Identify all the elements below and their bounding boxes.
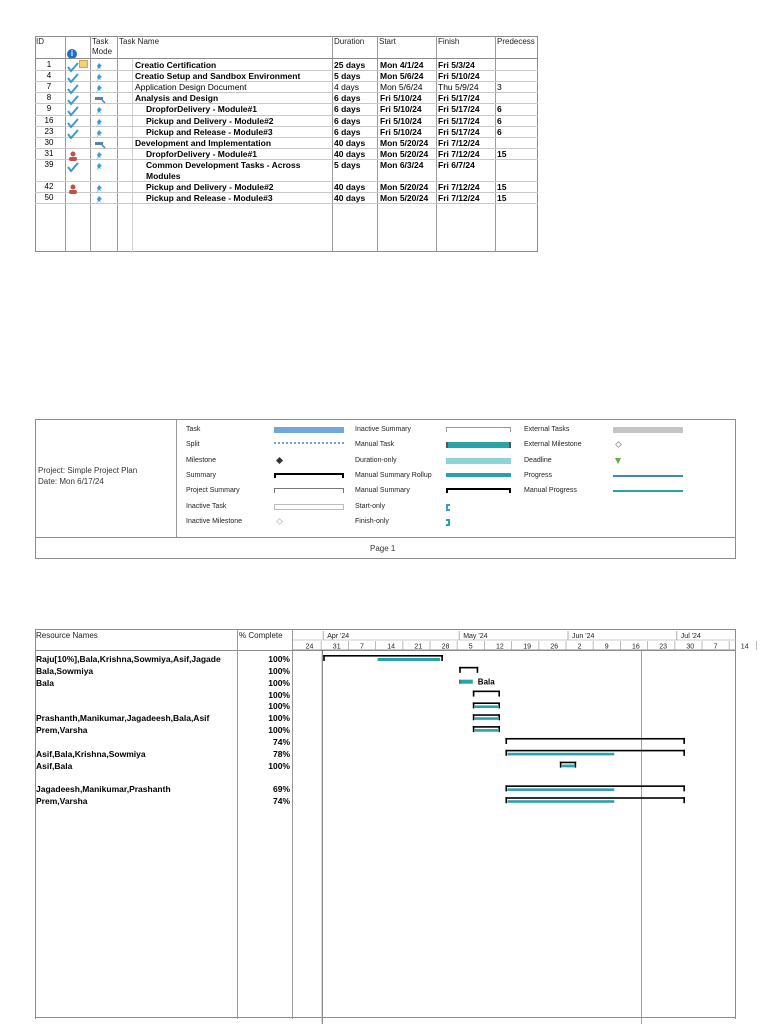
timescale-week-label: 14 xyxy=(387,643,395,651)
task-name xyxy=(135,82,247,92)
task-start: Mon 5/20/24 xyxy=(380,148,429,159)
legend-swatch xyxy=(446,488,511,493)
task-duration: 6 days xyxy=(334,115,361,126)
legend-swatch xyxy=(274,488,344,493)
legend-label: Milestone xyxy=(186,456,216,464)
resource-names: Jagadeesh,Manikumar,Prashanth xyxy=(36,784,171,795)
summary-bar xyxy=(323,655,443,657)
project-name: Project: Simple Project Plan xyxy=(38,466,138,475)
complete-check-icon xyxy=(67,103,79,113)
legend-swatch xyxy=(613,475,683,477)
resource-names: Prem,Varsha xyxy=(36,725,88,736)
gantt-bar-group xyxy=(473,726,500,732)
legend-swatch xyxy=(446,458,511,464)
summary-bar xyxy=(505,738,685,740)
task-name-text: Analysis and Design xyxy=(135,93,219,104)
legend-label: Project Summary xyxy=(186,487,240,495)
legend-label: Summary xyxy=(186,471,216,479)
percent-complete: 100% xyxy=(268,760,290,771)
legend-swatch xyxy=(274,473,344,478)
task-id: 16 xyxy=(44,115,54,125)
task-name xyxy=(135,60,216,70)
task-start: Mon 5/6/24 xyxy=(380,82,423,93)
legend-label: Manual Task xyxy=(355,441,395,449)
manual-summary-start-cap xyxy=(473,702,475,708)
timescale-week-label: 7 xyxy=(360,643,364,651)
manual-mode-pin-icon xyxy=(94,59,104,69)
task-name xyxy=(146,127,273,137)
legend-swatch xyxy=(446,504,450,511)
task-name xyxy=(135,138,271,148)
header-duration: Duration xyxy=(334,37,365,46)
manual-mode-pin-icon xyxy=(94,103,104,113)
task-start: Mon 5/20/24 xyxy=(380,193,429,204)
legend-label: Inactive Task xyxy=(186,502,227,510)
task-duration: 6 days xyxy=(334,104,361,115)
gantt-bar-group xyxy=(459,667,478,673)
task-name xyxy=(146,193,273,203)
task-duration: 25 days xyxy=(334,60,366,70)
manual-summary-bar xyxy=(473,714,500,716)
manual-summary-start-cap xyxy=(473,691,475,697)
resource-names: Bala xyxy=(36,677,54,688)
manual-mode-pin-icon xyxy=(94,159,104,169)
manual-mode-pin-icon xyxy=(94,148,104,158)
resource-row[interactable] xyxy=(35,772,292,784)
gantt-bar-group xyxy=(473,714,500,720)
task-predecessors: 15 xyxy=(497,182,507,193)
task-start: Fri 5/10/24 xyxy=(380,93,422,104)
timescale-month-label: Jul '24 xyxy=(680,633,701,640)
note-icon xyxy=(79,60,88,68)
manual-mode-pin-icon xyxy=(94,126,104,136)
resource-names: Prem,Varsha xyxy=(36,796,88,807)
summary-bar-end-cap xyxy=(441,655,443,661)
manual-summary-rollup xyxy=(507,753,614,756)
complete-check-icon xyxy=(67,115,79,125)
auto-scheduled-mode-icon xyxy=(94,92,104,102)
header-task-mode: Task Mode xyxy=(92,37,113,56)
legend-label: Start-only xyxy=(355,502,385,510)
resource-names: Bala,Sowmiya xyxy=(36,665,94,676)
legend-label: Progress xyxy=(524,471,553,479)
manual-summary-start-cap xyxy=(473,714,475,720)
percent-complete: 100% xyxy=(268,689,290,700)
task-start: Fri 5/10/24 xyxy=(380,104,422,115)
task-duration: 6 days xyxy=(334,93,361,104)
task-id: 7 xyxy=(46,82,52,92)
task-start: Mon 5/20/24 xyxy=(380,137,429,148)
legend-label: Inactive Summary xyxy=(355,426,412,433)
percent-complete: 69% xyxy=(272,784,290,795)
timescale-week-label: 14 xyxy=(740,643,749,651)
task-duration: 40 days xyxy=(334,193,366,204)
page-number: Page 1 xyxy=(370,544,396,553)
complete-check-icon xyxy=(67,92,79,102)
task-id: 1 xyxy=(46,60,52,69)
overallocated-resource-icon xyxy=(67,148,79,158)
timescale-week-label: 30 xyxy=(686,643,695,651)
task-id: 30 xyxy=(44,137,54,147)
task-name-text: DropforDelivery - Module#1 xyxy=(146,104,257,115)
bar-resource-label: Bala xyxy=(477,677,495,687)
legend-label: Deadline xyxy=(524,456,552,464)
percent-complete: 100% xyxy=(268,654,290,664)
legend-swatch xyxy=(446,519,450,526)
percent-complete: 74% xyxy=(272,796,290,807)
legend-label: Duration-only xyxy=(355,456,397,464)
percent-complete: 74% xyxy=(272,736,290,747)
timescale-week-label: 31 xyxy=(332,643,341,651)
timescale-week-label: 16 xyxy=(632,643,640,651)
legend-swatch xyxy=(613,427,683,433)
percent-complete: 78% xyxy=(272,748,290,759)
legend-swatch xyxy=(615,458,621,464)
task-finish: Thu 5/9/24 xyxy=(438,82,479,93)
task-id: 42 xyxy=(44,182,54,192)
legend-swatch xyxy=(446,442,511,448)
timescale-week-label: 24 xyxy=(305,643,314,651)
task-predecessors: 6 xyxy=(497,115,502,126)
gantt-bar-group xyxy=(473,691,500,697)
manual-summary-rollup xyxy=(475,717,499,720)
manual-summary-bar xyxy=(473,726,500,728)
legend-box-page-2 xyxy=(35,1017,736,1024)
info-icon: i xyxy=(67,49,77,59)
resource-names: Prashanth,Manikumar,Jagadeesh,Bala,Asif xyxy=(36,713,210,724)
task-finish: Fri 7/12/24 xyxy=(438,148,480,159)
task-start: Mon 5/6/24 xyxy=(380,71,424,82)
task-finish: Fri 5/17/24 xyxy=(438,104,480,115)
task-name xyxy=(146,104,257,114)
manual-mode-pin-icon xyxy=(94,115,104,125)
legend-swatch xyxy=(274,504,344,510)
header-finish: Finish xyxy=(438,37,460,46)
summary-bar-start-cap xyxy=(323,655,325,661)
legend-label: External Milestone xyxy=(524,441,582,449)
task-name xyxy=(135,71,300,81)
task-predecessors: 15 xyxy=(497,148,507,159)
legend-label: External Tasks xyxy=(524,426,570,433)
percent-complete: 100% xyxy=(268,713,290,724)
legend-label: Task xyxy=(186,426,201,433)
manual-summary-start-cap xyxy=(505,797,507,803)
timescale-week-label: 28 xyxy=(441,643,450,651)
task-finish: Fri 7/12/24 xyxy=(438,182,480,193)
task-finish: Fri 7/12/24 xyxy=(438,137,480,148)
task-id: 50 xyxy=(44,193,54,203)
legend-label: Split xyxy=(186,441,200,449)
manual-summary-bar xyxy=(459,667,478,669)
task-name-text: Development and Implementation xyxy=(135,137,272,148)
manual-task-cap xyxy=(459,680,460,684)
manual-summary-rollup-detail xyxy=(566,765,574,768)
complete-check-icon xyxy=(67,59,79,69)
gantt-bar-group xyxy=(505,738,685,744)
gantt-chart xyxy=(293,629,749,1024)
manual-summary-rollup xyxy=(475,705,499,708)
task-duration: 40 days xyxy=(334,182,366,193)
task-duration: 6 days xyxy=(334,126,361,137)
task-id: 31 xyxy=(44,148,54,158)
legend-label: Finish-only xyxy=(355,517,389,525)
legend-label: Manual Progress xyxy=(524,487,577,495)
manual-summary-rollup xyxy=(507,788,614,791)
percent-complete: 100% xyxy=(268,701,290,712)
task-id: 9 xyxy=(46,104,52,114)
manual-summary-end-cap xyxy=(477,667,479,673)
manual-summary-bar xyxy=(505,797,685,799)
task-name xyxy=(146,160,300,182)
timescale-week-label: 9 xyxy=(604,643,609,651)
summary-bar-end-cap xyxy=(683,738,685,744)
task-start: Mon 5/20/24 xyxy=(380,182,429,193)
header-resource-names: Resource Names xyxy=(36,631,98,640)
task-predecessors: 6 xyxy=(497,104,502,115)
manual-summary-end-cap xyxy=(683,797,685,803)
manual-summary-end-cap xyxy=(498,691,500,697)
task-finish: Fri 5/10/24 xyxy=(438,71,480,82)
summary-progress-fill xyxy=(378,658,441,661)
task-id: 4 xyxy=(46,71,52,81)
gantt-bar-group xyxy=(459,678,495,687)
legend-swatch xyxy=(613,490,683,492)
manual-summary-end-cap xyxy=(683,785,685,791)
manual-mode-pin-icon xyxy=(94,70,104,80)
percent-complete: 100% xyxy=(268,677,290,688)
complete-check-icon xyxy=(67,70,79,80)
manual-summary-rollup xyxy=(507,800,614,803)
timescale-month-label: Apr '24 xyxy=(327,633,350,640)
complete-check-icon xyxy=(67,126,79,136)
task-finish: Fri 7/12/24 xyxy=(438,193,480,204)
timescale-week-label: 19 xyxy=(523,643,531,651)
legend-label: Manual Summary Rollup xyxy=(355,471,432,479)
task-id: 8 xyxy=(46,93,52,103)
complete-check-icon xyxy=(67,159,79,169)
task-finish: Fri 5/17/24 xyxy=(438,93,480,104)
task-predecessors: 6 xyxy=(497,126,502,137)
manual-task-bar xyxy=(459,680,473,684)
manual-summary-bar xyxy=(505,785,685,787)
task-name-text: Application Design Document xyxy=(135,82,247,93)
task-finish: Fri 6/7/24 xyxy=(438,159,475,170)
manual-summary-start-cap xyxy=(505,750,507,756)
manual-summary-end-cap xyxy=(683,750,685,756)
task-id: 23 xyxy=(44,126,54,136)
resource-names: Asif,Bala xyxy=(36,760,73,771)
header-start: Start xyxy=(379,37,396,46)
task-name xyxy=(146,149,257,159)
header-task-name: Task Name xyxy=(119,37,160,46)
auto-scheduled-mode-icon xyxy=(94,137,104,147)
legend-label: Manual Summary xyxy=(355,487,410,495)
gantt-bar-group xyxy=(505,797,685,803)
resource-names: Raju[10%],Bala,Krishna,Sowmiya,Asif,Jagade xyxy=(36,654,221,664)
task-name-text: Common Development Tasks - Across xyxy=(146,159,301,170)
percent-complete: 100% xyxy=(268,725,290,736)
manual-summary-bar xyxy=(473,702,500,704)
timescale-week-label: 7 xyxy=(713,643,718,651)
gantt-bar-group xyxy=(560,762,576,768)
legend-swatch xyxy=(446,473,511,477)
manual-summary-rollup xyxy=(475,729,499,732)
manual-summary-start-cap xyxy=(560,762,562,768)
manual-mode-pin-icon xyxy=(94,192,104,202)
task-start: Mon 6/3/24 xyxy=(380,159,424,170)
summary-bar-start-cap xyxy=(505,738,507,744)
task-start: Mon 4/1/24 xyxy=(380,60,424,70)
gantt-bar-group xyxy=(505,750,685,756)
task-name-text: Pickup and Release - Module#3 xyxy=(146,126,273,137)
legend-swatch xyxy=(274,427,344,433)
task-name-text: DropforDelivery - Module#1 xyxy=(146,148,257,159)
manual-summary-start-cap xyxy=(459,667,461,673)
task-name-text: Pickup and Delivery - Module#2 xyxy=(146,115,274,126)
complete-check-icon xyxy=(67,81,79,91)
task-duration: 5 days xyxy=(334,71,361,82)
task-name-text: Pickup and Delivery - Module#2 xyxy=(146,182,274,193)
gantt-bar-group xyxy=(473,702,500,708)
header-id: ID xyxy=(36,37,44,46)
manual-summary-bar xyxy=(473,691,500,693)
manual-summary-bar xyxy=(560,762,576,764)
manual-summary-bar xyxy=(505,750,685,752)
header-predecessors: Predecess xyxy=(497,37,535,46)
timescale-week-label: 21 xyxy=(414,643,423,651)
task-name-text: Creatio Setup and Sandbox Environment xyxy=(135,71,301,82)
task-start: Fri 5/10/24 xyxy=(380,115,422,126)
header-percent-complete: % Complete xyxy=(239,631,283,640)
task-finish: Fri 5/3/24 xyxy=(438,60,475,70)
legend-swatch xyxy=(274,442,344,444)
manual-summary-start-cap xyxy=(505,785,507,791)
task-name xyxy=(146,116,274,126)
task-duration: 4 days xyxy=(334,82,360,93)
task-name-text: Pickup and Release - Module#3 xyxy=(146,193,273,204)
task-name xyxy=(146,182,274,192)
task-name-text: Creatio Certification xyxy=(135,60,217,70)
resource-names: Asif,Bala,Krishna,Sowmiya xyxy=(36,748,146,759)
timescale-month-label: May '24 xyxy=(463,633,488,640)
manual-mode-pin-icon xyxy=(94,181,104,191)
manual-mode-pin-icon xyxy=(94,81,104,91)
task-name xyxy=(135,93,218,103)
gantt-bar-group xyxy=(505,785,685,791)
task-finish: Fri 5/17/24 xyxy=(438,115,480,126)
task-finish: Fri 5/17/24 xyxy=(438,126,480,137)
timescale-week-label: 2 xyxy=(577,643,582,651)
timescale-month-label: Jun '24 xyxy=(572,633,595,640)
manual-summary-start-cap xyxy=(473,726,475,732)
task-duration: 5 days xyxy=(334,159,361,170)
legend-label: Inactive Milestone xyxy=(186,517,243,525)
task-predecessors: 15 xyxy=(497,193,507,204)
project-date: Date: Mon 6/17/24 xyxy=(38,477,104,486)
timescale-week-label: 5 xyxy=(468,643,473,651)
timescale-week-label: 26 xyxy=(550,643,559,651)
task-name-text-continued: Modules xyxy=(146,170,181,181)
legend-swatch xyxy=(446,427,511,432)
task-predecessors: 3 xyxy=(497,82,502,93)
timescale-week-label: 12 xyxy=(496,643,504,651)
percent-complete: 100% xyxy=(268,665,290,676)
task-duration: 40 days xyxy=(334,137,366,148)
timescale-week-label: 23 xyxy=(659,643,667,651)
gantt-bar-group xyxy=(323,655,443,661)
overallocated-resource-icon xyxy=(67,181,79,191)
task-start: Fri 5/10/24 xyxy=(380,126,422,137)
task-duration: 40 days xyxy=(334,148,366,159)
task-id: 39 xyxy=(44,159,54,169)
